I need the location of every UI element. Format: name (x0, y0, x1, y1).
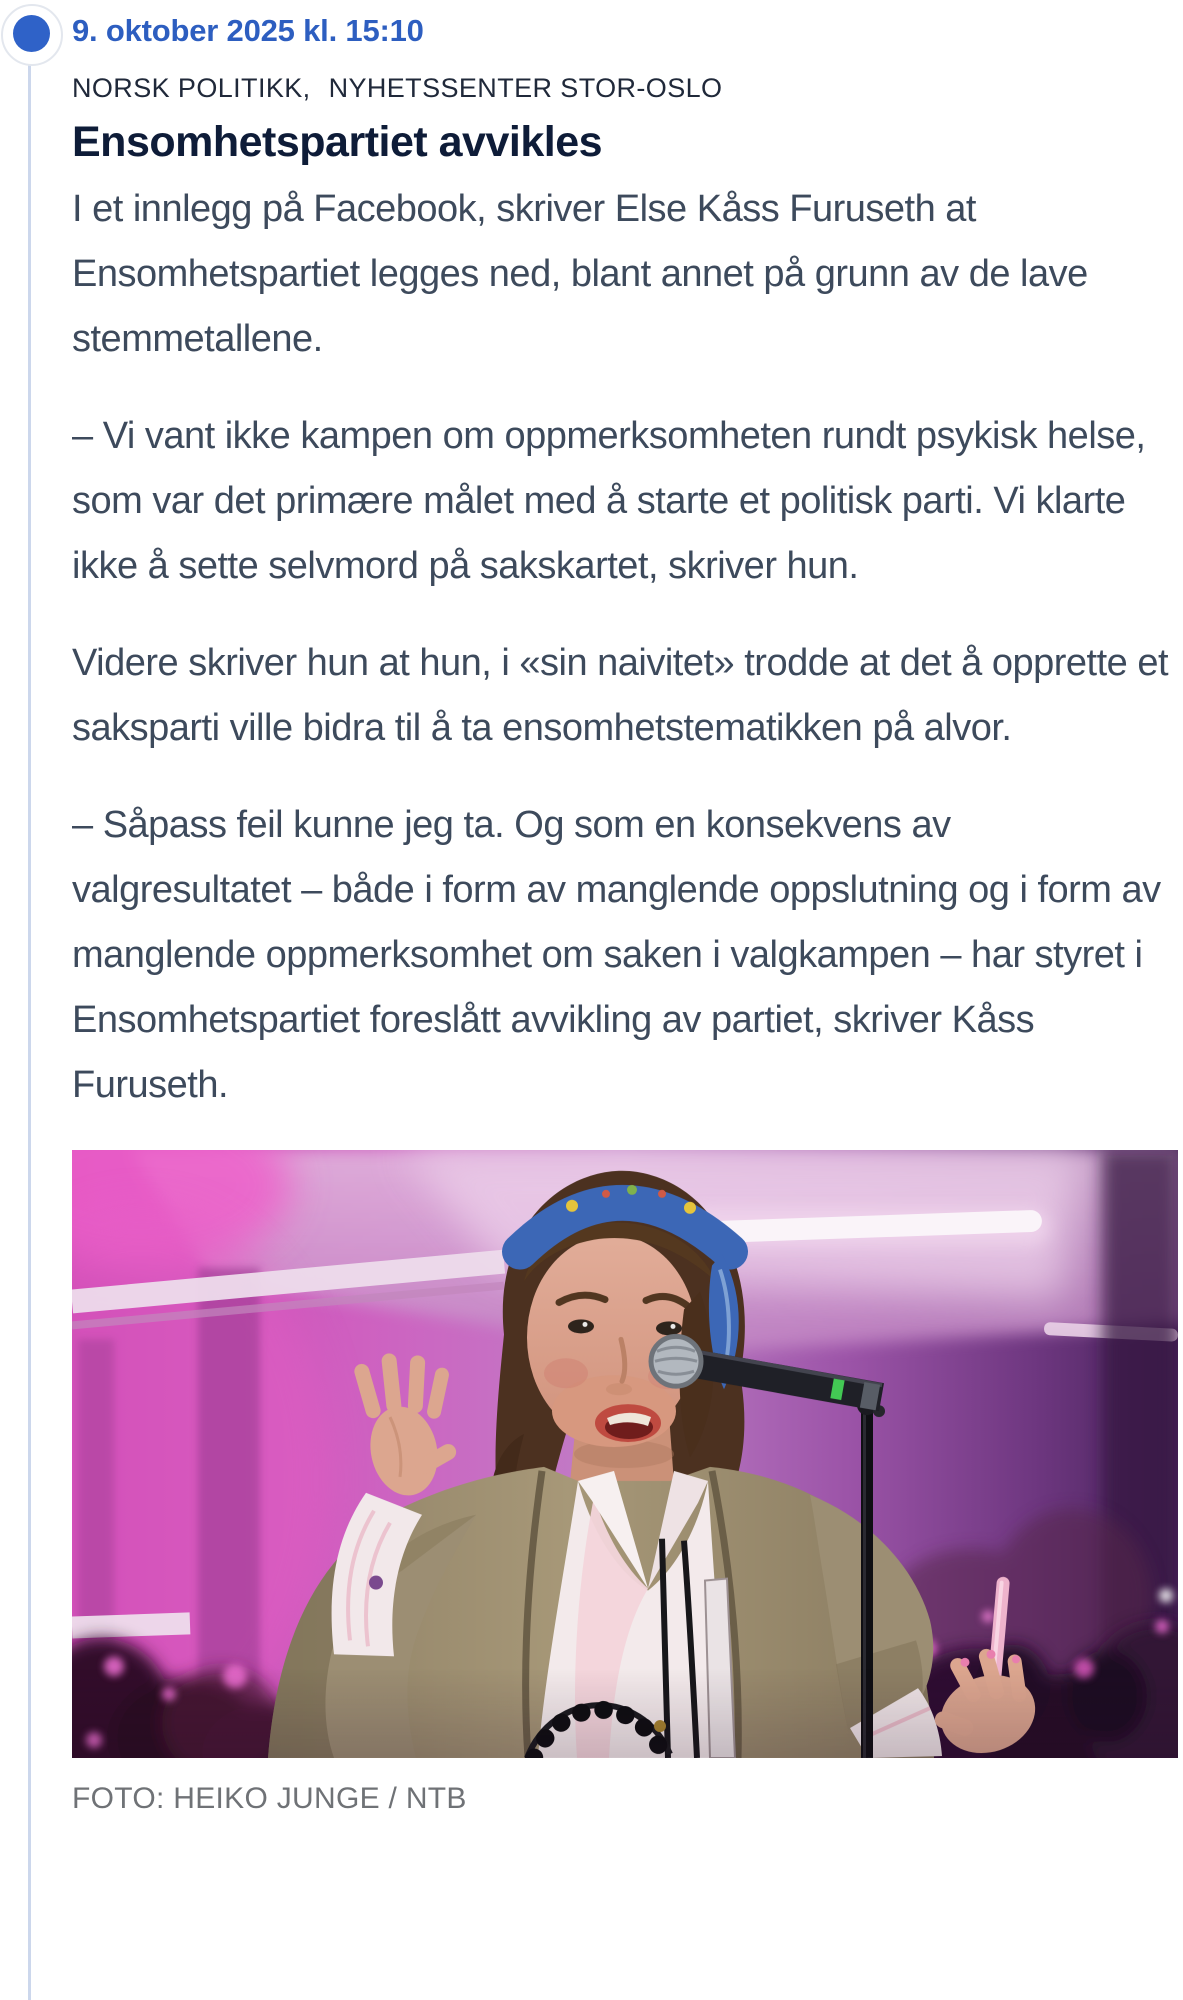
category-tag: NORSK POLITIKK, (72, 73, 311, 103)
post-timestamp-link[interactable]: 9. oktober 2025 kl. 15:10 (72, 13, 424, 48)
post-content (72, 0, 1178, 1816)
category-kicker (72, 73, 1178, 104)
article-photo (72, 1150, 1178, 1758)
post-paragraph: – Vi vant ikke kampen om oppmerksomheten rundt psykisk helse, som var det primære målet med å starte et politisk parti. Vi klarte ikke å sette selvmord på sakskartet, skriver hun. (72, 415, 1146, 588)
post-body (72, 177, 1178, 1118)
category-tag: NYHETSSENTER STOR-OSLO (328, 73, 723, 103)
post-headline: Ensomhetspartiet avvikles (72, 118, 603, 166)
photo-credit: FOTO: HEIKO JUNGE / NTB (72, 1782, 467, 1816)
photo-vignette (72, 1669, 1178, 1759)
timeline-rail (28, 62, 31, 2000)
post-paragraph: Videre skriver hun at hun, i «sin naivitet» trodde at det å opprette et saksparti ville bidra til å ta ensomhetstematikken på alvor. (72, 642, 1169, 750)
article-photo-illustration (72, 1150, 1178, 1758)
post-paragraph: I et innlegg på Facebook, skriver Else Kåss Furuseth at Ensomhetspartiet legges ned, blant annet på grunn av de lave stemmetallene. (72, 188, 1088, 361)
post-paragraph: – Såpass feil kunne jeg ta. Og som en konsekvens av valgresultatet – både i form av manglende oppslutning og i form av manglende oppmerksomhet om saken i valgkampen – har styret i Ensomhetspartiet foreslått avvikling av partiet, skriver Kåss Furuseth. (72, 804, 1161, 1107)
timeline-dot-icon (13, 15, 50, 52)
